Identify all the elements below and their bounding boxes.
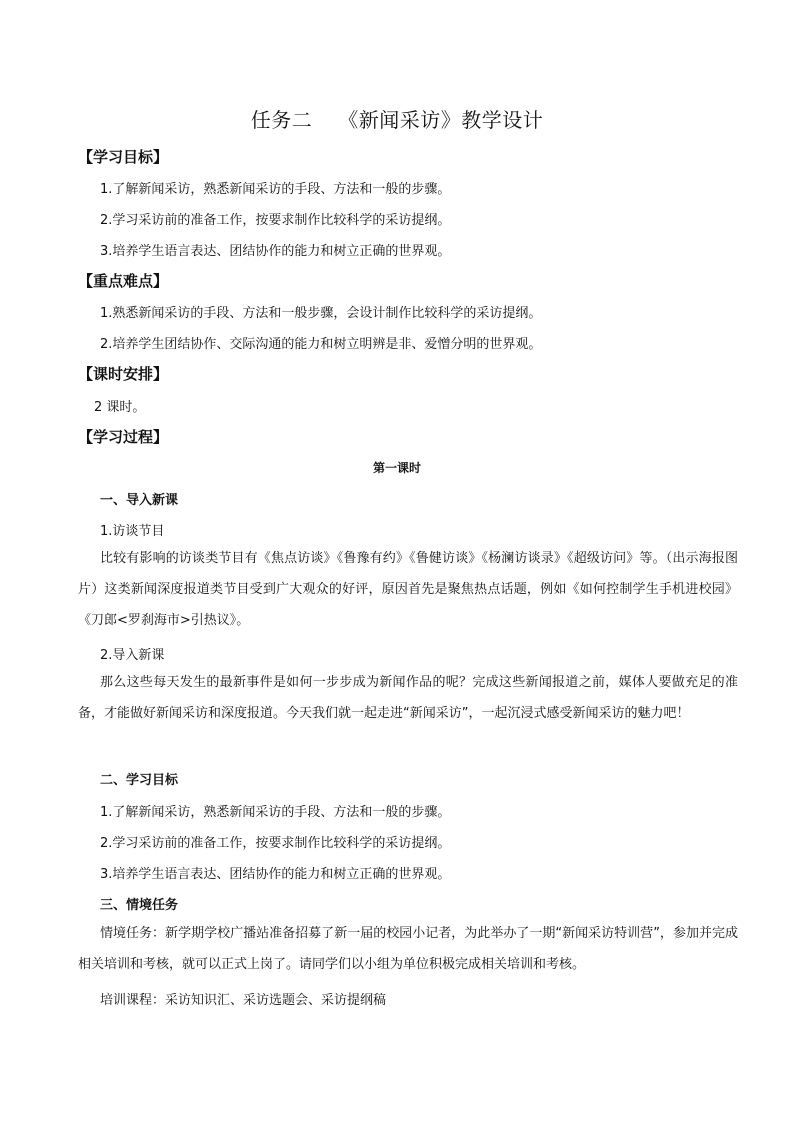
class-hours: 2 课时。 (94, 400, 146, 415)
part-2-objective-2: 2.学习采访前的准备工作，按要求制作比较科学的采访提纲。 (100, 836, 451, 851)
lesson-one-heading: 第一课时 (372, 461, 421, 475)
objective-1: 1.了解新闻采访，熟悉新闻采访的手段、方法和一般的步骤。 (100, 182, 451, 197)
title-task: 任务二 (250, 108, 313, 132)
part-2-heading: 二、学习目标 (100, 773, 179, 788)
section-process: 【学习过程】 (78, 428, 169, 446)
objective-2: 2.学习采访前的准备工作，按要求制作比较科学的采访提纲。 (100, 213, 451, 228)
part-2-objective-1: 1.了解新闻采访，熟悉新闻采访的手段、方法和一般的步骤。 (100, 805, 451, 820)
document-title (0, 104, 794, 133)
title-name: 《新闻采访》教学设计 (338, 108, 544, 132)
section-schedule: 【课时安排】 (78, 365, 169, 383)
part-1-item-1: 1.访谈节目 (100, 524, 165, 539)
key-point-2: 2.培养学生团结协作、交际沟通的能力和树立明辨是非、爱憎分明的世界观。 (100, 337, 542, 352)
training-courses: 培训课程：采访知识汇、采访选题会、采访提纲稿 (100, 993, 387, 1008)
key-point-1: 1.熟悉新闻采访的手段、方法和一般步骤，会设计制作比较科学的采访提纲。 (100, 306, 542, 321)
objective-3: 3.培养学生语言表达、团结协作的能力和树立正确的世界观。 (100, 244, 451, 259)
paragraph-introduction: 那么这些每天发生的最新事件是如何一步步成为新闻作品的呢？完成这些新闻报道之前，媒体人要做充足的准备，才能做好新闻采访和深度报道。今天我们就一起走进“新闻采访”，一起沉浸式感受新闻采访的魅力吧！ (78, 675, 738, 721)
paragraph-interview-programs: 比较有影响的访谈类节目有《焦点访谈》《鲁豫有约》《鲁健访谈》《杨澜访谈录》《超级访问》等。（出示海报图片）这类新闻深度报道类节目受到广大观众的好评，原因首先是聚焦热点话题，例如《如何控制学生手机进校园》《刀郎<罗刹海市>引热议》。 (78, 551, 738, 628)
section-learning-objectives: 【学习目标】 (78, 148, 169, 166)
part-1-item-2: 2.导入新课 (100, 648, 165, 663)
part-1-heading: 一、导入新课 (100, 493, 179, 508)
section-key-points: 【重点难点】 (78, 272, 169, 290)
part-3-heading: 三、情境任务 (100, 898, 179, 913)
part-2-objective-3: 3.培养学生语言表达、团结协作的能力和树立正确的世界观。 (100, 867, 451, 882)
paragraph-scenario-task: 情境任务：新学期学校广播站准备招募了新一届的校园小记者，为此举办了一期“新闻采访特训营”，参加并完成相关培训和考核，就可以正式上岗了。请同学们以小组为单位积极完成相关培训和考核。 (78, 926, 738, 972)
